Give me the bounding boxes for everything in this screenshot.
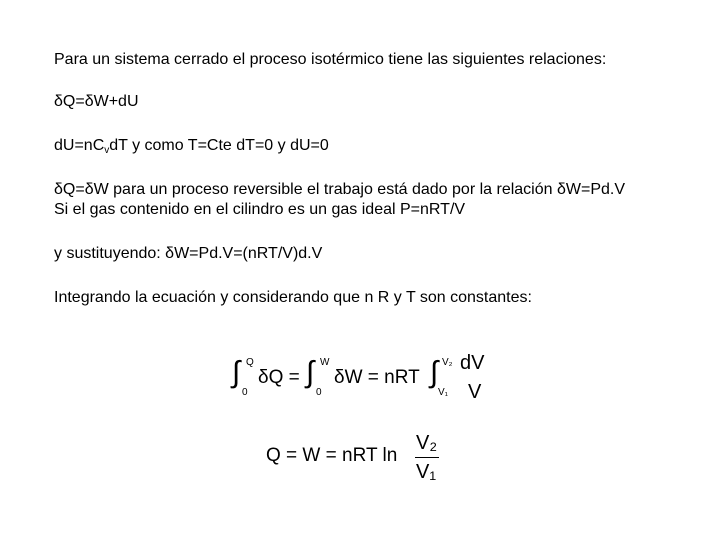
text-line-substitution: y sustituyendo: δW=Pd.V=(nRT/V)d.V — [54, 245, 323, 262]
result-lhs: Q = W = nRT ln — [266, 445, 398, 466]
fraction-denominator-v: V — [468, 381, 482, 403]
text-line-ideal-gas: Si el gas contenido en el cilindro es un gas ideal P=nRT/V — [54, 201, 466, 218]
limit-lower-q: 0 — [242, 387, 248, 398]
integral-sign-w: ∫ — [306, 356, 315, 389]
integral-sign-q: ∫ — [232, 356, 241, 389]
l3-part-b: dT y como T=Cte dT=0 y dU=0 — [109, 137, 329, 154]
integral-sign-v: ∫ — [430, 356, 439, 389]
result-numerator: V₂ — [416, 432, 438, 454]
fraction-bar — [415, 457, 439, 458]
fraction-numerator-dv: dV — [460, 352, 485, 374]
text-line-first-law: δQ=δW+dU — [54, 93, 139, 110]
l3-part-a: dU=nC — [54, 137, 105, 154]
text-line-reversible: δQ=δW para un proceso reversible el trabajo está dado por la relación δW=Pd.V — [54, 181, 626, 198]
limit-lower-w: 0 — [316, 387, 322, 398]
limit-lower-v: V₁ — [438, 387, 449, 398]
text-line-integration: Integrando la ecuación y considerando que n R y T son constantes: — [54, 289, 532, 306]
limit-upper-w: W — [320, 357, 330, 368]
limit-upper-v: V₂ — [442, 357, 453, 368]
limit-upper-q: Q — [246, 357, 254, 368]
term-dw: δW = nRT — [334, 367, 420, 388]
l3-subscript: v — [104, 145, 110, 156]
term-dq: δQ = — [258, 367, 300, 388]
text-line-internal-energy — [54, 136, 329, 161]
result-denominator: V₁ — [416, 461, 437, 483]
text-line-intro: Para un sistema cerrado el proceso isotérmico tiene las siguientes relaciones: — [54, 51, 607, 68]
